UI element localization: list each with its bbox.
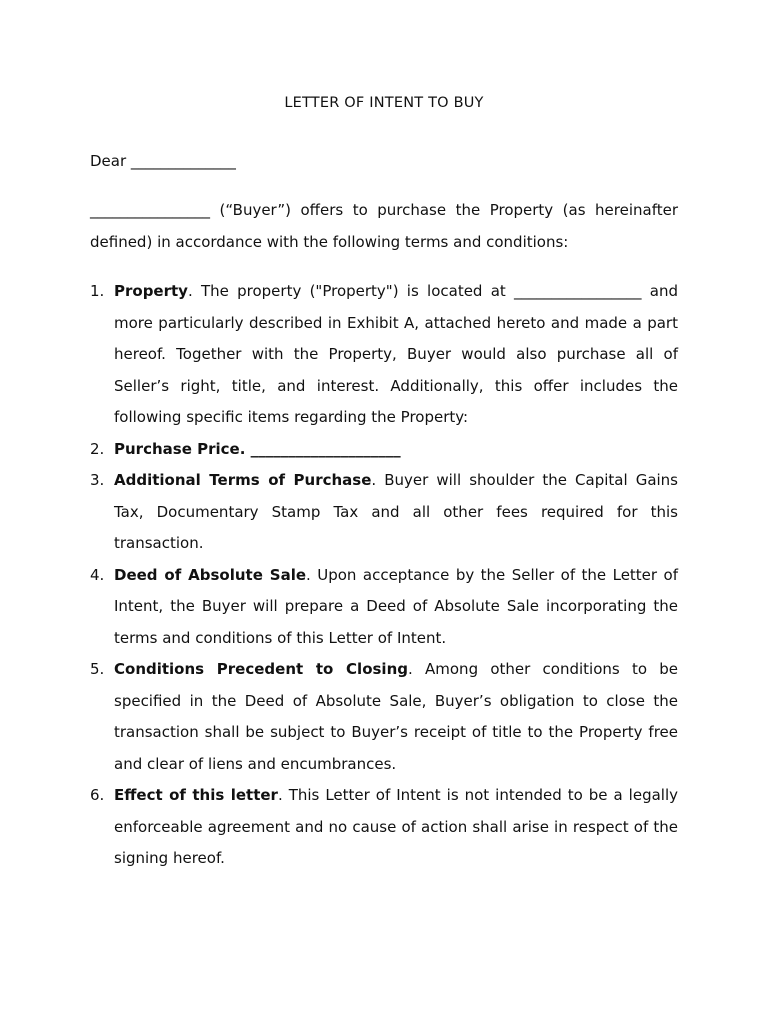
term-heading: Property [114,282,188,300]
terms-list [90,276,678,875]
term-number: 3. [90,471,105,489]
term-item-additional-terms [90,465,678,560]
term-body: . Upon acceptance by the Seller of the Letter of Intent, the Buyer will prepare a Deed of Absolute Sale incorporating the terms and conditions of this Letter of Intent. [114,565,678,647]
term-heading: Purchase Price [114,439,240,458]
term-number: 2. [90,439,105,458]
intro-paragraph: ________________ (“Buyer”) offers to purchase the Property (as hereinafter defined) in accordance with the following terms and conditions: [90,201,678,251]
term-body: . ____________________ [239,439,401,458]
term-heading: Conditions Precedent to Closing [114,660,408,678]
term-heading: Deed of Absolute Sale [114,565,307,584]
term-body: . The property ("Property") is located at _________________ and more particularly described in Exhibit A, attached hereto and made a part hereof. Together with the Property, Buyer would also purchase all of Seller’s right, title, and interest. Additionally, this offer includes the following specific items regarding the Property: [114,282,678,426]
term-item-effect-of-letter [90,780,678,875]
term-heading: Additional Terms of Purchase [114,471,372,489]
term-heading: Effect of this letter [114,786,278,804]
term-number: 1. [90,282,105,300]
term-item-purchase-price [90,434,678,466]
term-body: . Buyer will shoulder the Capital Gains Tax, Documentary Stamp Tax and all other fees required for this transaction. [114,471,679,552]
term-item-property [90,276,678,434]
term-body: . This Letter of Intent is not intended to be a legally enforceable agreement and no cause of action shall arise in respect of the signing hereof. [114,786,678,867]
term-number: 4. [90,565,105,584]
salutation: Dear ______________ [90,152,236,170]
document-title: LETTER OF INTENT TO BUY [284,95,484,111]
document-page [90,86,678,875]
term-body: . Among other conditions to be specified in the Deed of Absolute Sale, Buyer’s obligation to close the transaction shall be subject to Buyer’s receipt of title to the Property free and clear of liens and encumbrances. [114,660,678,773]
term-item-conditions-precedent [90,654,678,780]
term-number: 6. [90,786,105,804]
term-number: 5. [90,660,105,678]
term-item-deed-of-sale [90,560,678,655]
